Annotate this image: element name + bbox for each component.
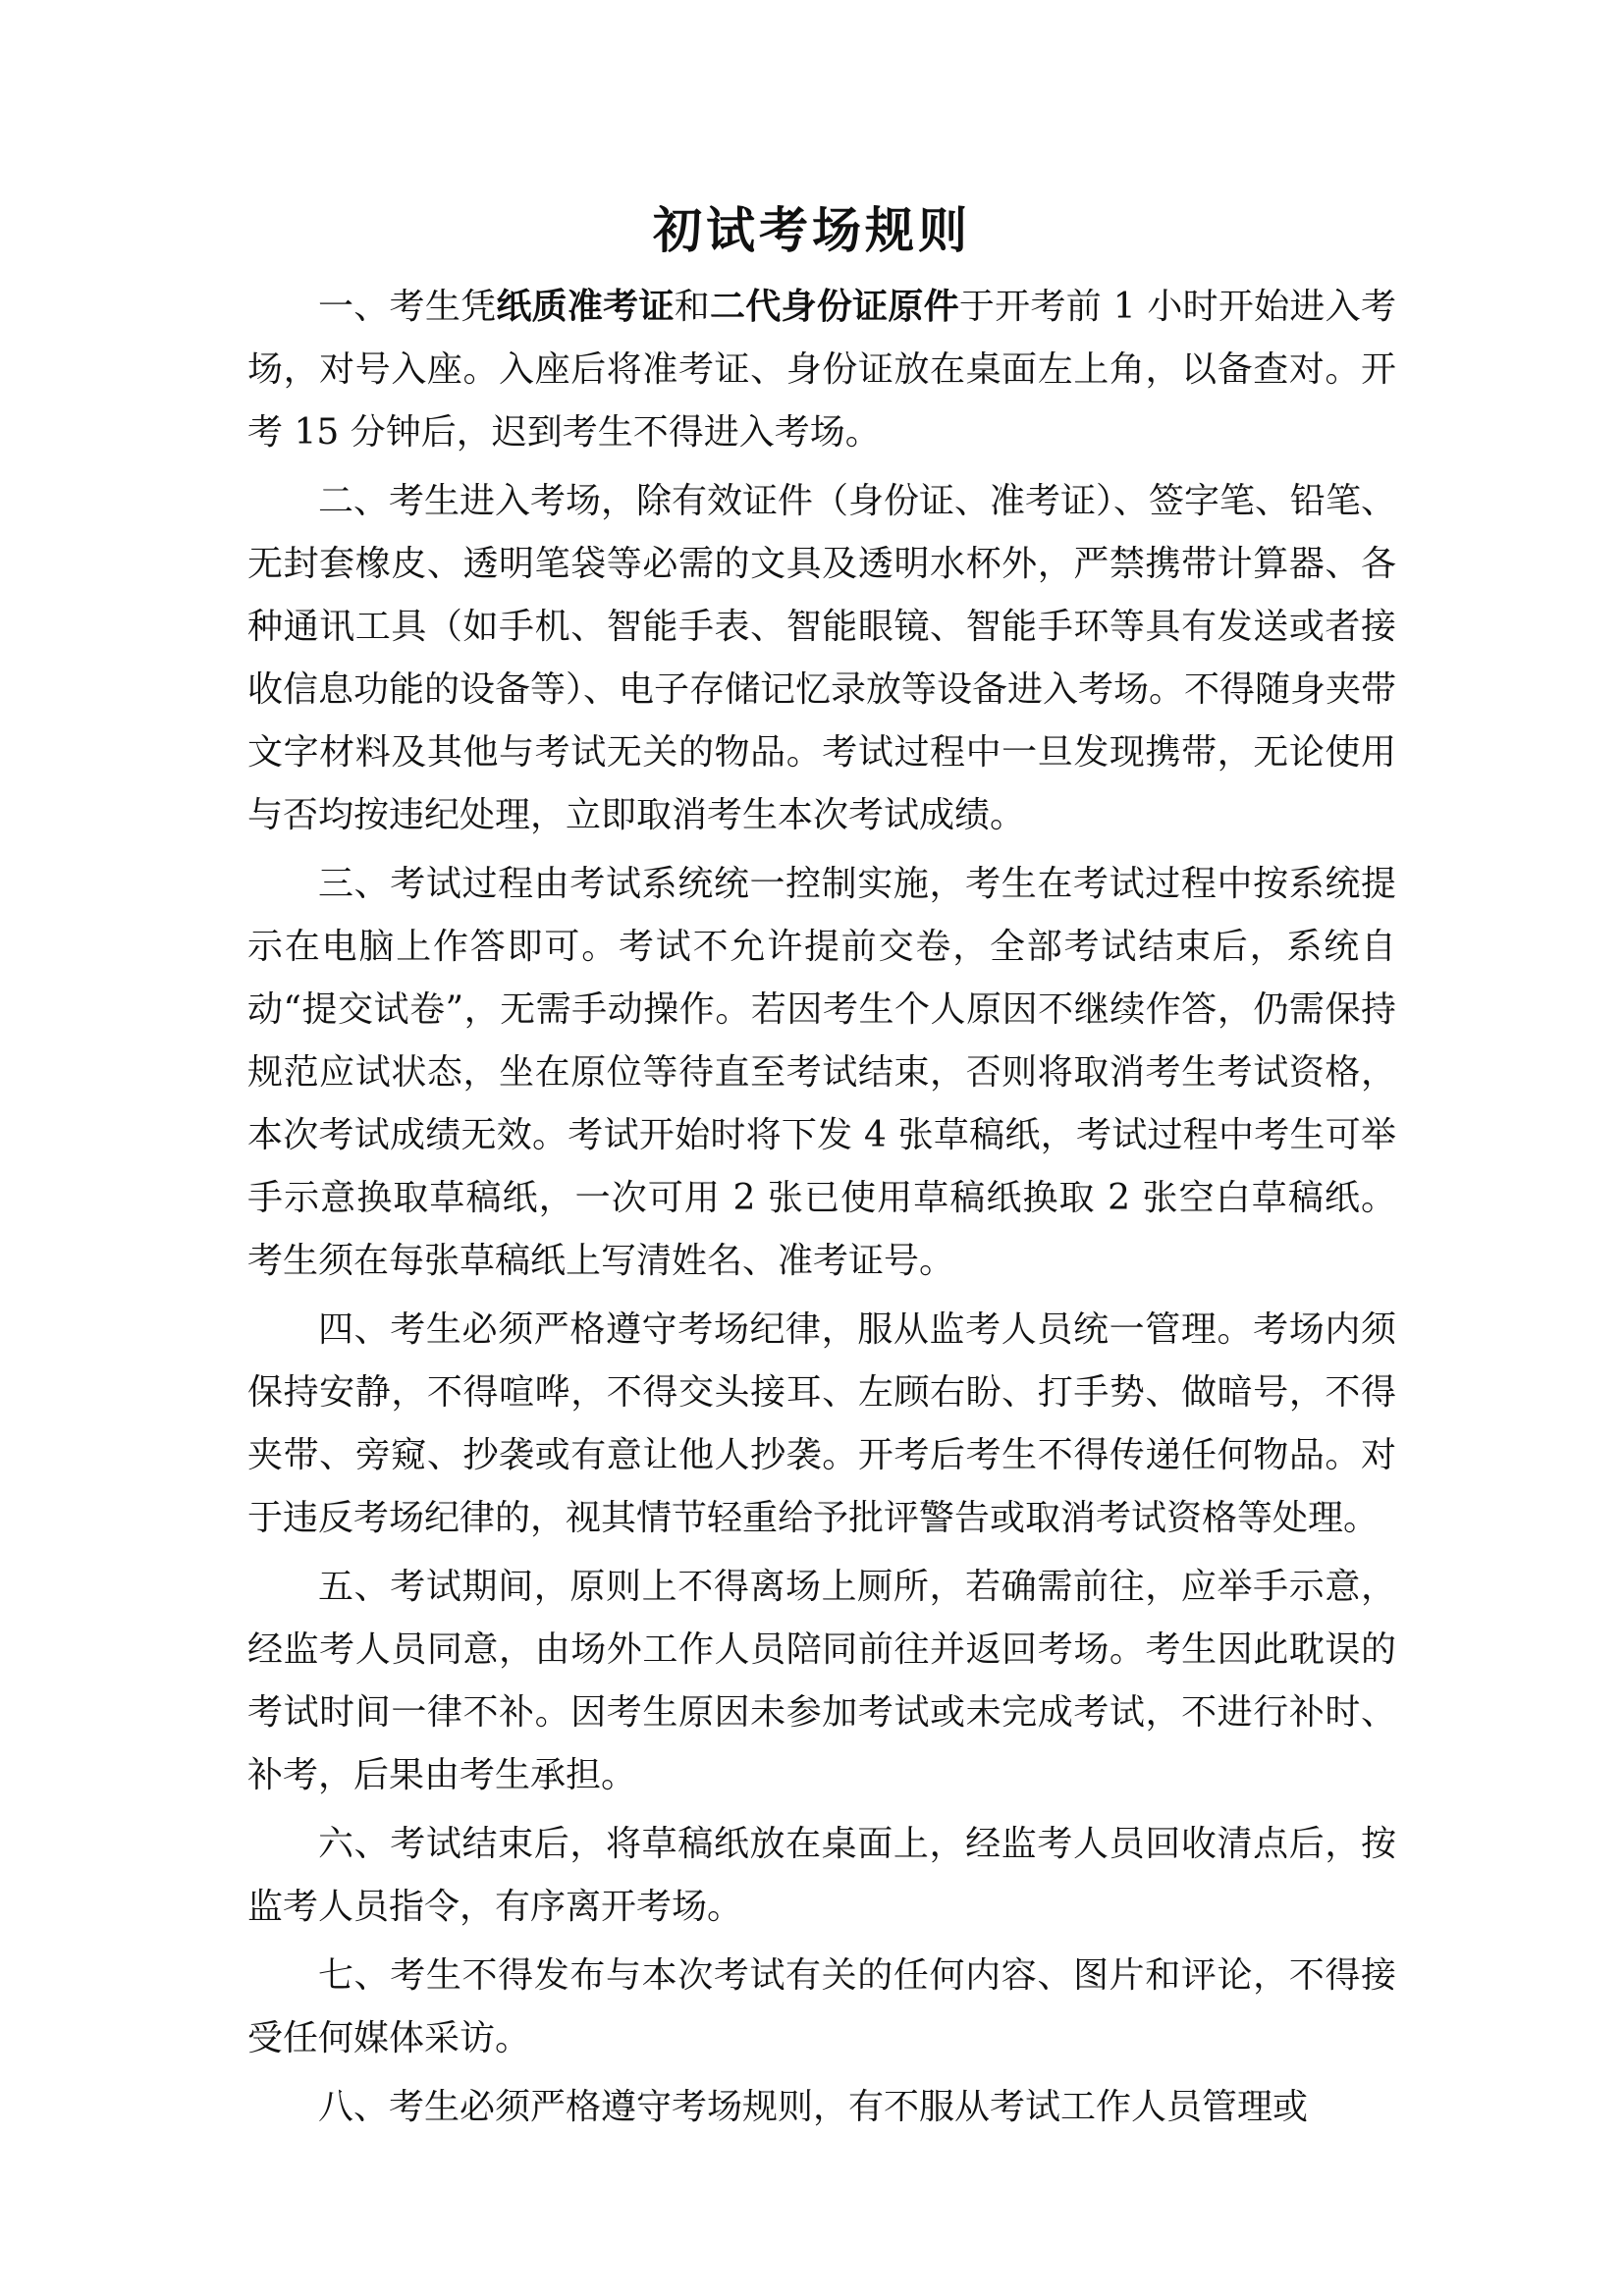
paragraph-text: 六、考试结束后，将草稿纸放在桌面上，经监考人员回收清点后，按监考人员指令，有序离开考场。 xyxy=(247,1824,1396,1927)
paragraph-text: 三、考试过程由考试系统统一控制实施，考生在考试过程中按系统提示在电脑上作答即可。考试不允许提前交卷，全部考试结束后，系统自动“提交试卷”，无需手动操作。若因考生个人原因不继续作答，仍需保持规范应试状态，坐在原位等待直至考试结束，否则将取消考生考试资格，本次考试成绩无效。考试开始时将下发 4 张草稿纸，考试过程中考生可举手示意换取草稿纸，一次可用 2 张已使用草稿纸换取 2 张空白草稿纸。考生须在每张草稿纸上写清姓名、准考证号。 xyxy=(247,864,1396,1281)
rule-paragraph-3 xyxy=(247,853,1396,1293)
paragraph-text: 五、考试期间，原则上不得离场上厕所，若确需前往，应举手示意，经监考人员同意，由场外工作人员陪同前往并返回考场。考生因此耽误的考试时间一律不补。因考生原因未参加考试或未完成考试，不进行补时、补考，后果由考生承担。 xyxy=(247,1567,1396,1795)
paragraph-text: 七、考生不得发布与本次考试有关的任何内容、图片和评论，不得接受任何媒体采访。 xyxy=(247,1955,1396,2058)
document-title: 初试考场规则 xyxy=(653,201,971,259)
paragraph-text: 二、考生进入考场，除有效证件（身份证、准考证）、签字笔、铅笔、无封套橡皮、透明笔袋等必需的文具及透明水杯外，严禁携带计算器、各种通讯工具（如手机、智能手表、智能眼镜、智能手环等具有发送或者接收信息功能的设备等）、电子存储记忆录放等设备进入考场。不得随身夹带文字材料及其他与考试无关的物品。考试过程中一旦发现携带，无论使用与否均按违纪处理，立即取消考生本次考试成绩。 xyxy=(247,481,1397,835)
rule-paragraph-8 xyxy=(247,2076,1396,2139)
paragraph-text: 四、考生必须严格遵守考场纪律，服从监考人员统一管理。考场内须保持安静，不得喧哗，不得交头接耳、左顾右盼、打手势、做暗号，不得夹带、旁窥、抄袭或有意让他人抄袭。开考后考生不得传递任何物品。对于违反考场纪律的，视其情节轻重给予批评警告或取消考试资格等处理。 xyxy=(247,1309,1396,1538)
paragraph-text: 和 xyxy=(674,287,710,327)
rule-paragraph-4 xyxy=(247,1299,1396,1550)
rule-paragraph-2 xyxy=(247,470,1396,847)
emphasized-text: 二代身份证原件 xyxy=(710,286,959,327)
rule-paragraph-6 xyxy=(247,1813,1396,1939)
document-body xyxy=(247,275,1396,2139)
rule-paragraph-7 xyxy=(247,1945,1396,2070)
paragraph-text: 一、考生凭 xyxy=(318,287,497,327)
rule-paragraph-1 xyxy=(247,275,1396,464)
paragraph-text: 八、考生必须严格遵守考场规则，有不服从考试工作人员管理或 xyxy=(318,2087,1309,2127)
rule-paragraph-5 xyxy=(247,1556,1396,1807)
emphasized-text: 纸质准考证 xyxy=(496,286,675,327)
paragraph-text: 于开考前 1 小时开始进入考场，对号入座。入座后将准考证、身份证放在桌面左上角，以备查对。开考 15 分钟后，迟到考生不得进入考场。 xyxy=(247,287,1396,453)
